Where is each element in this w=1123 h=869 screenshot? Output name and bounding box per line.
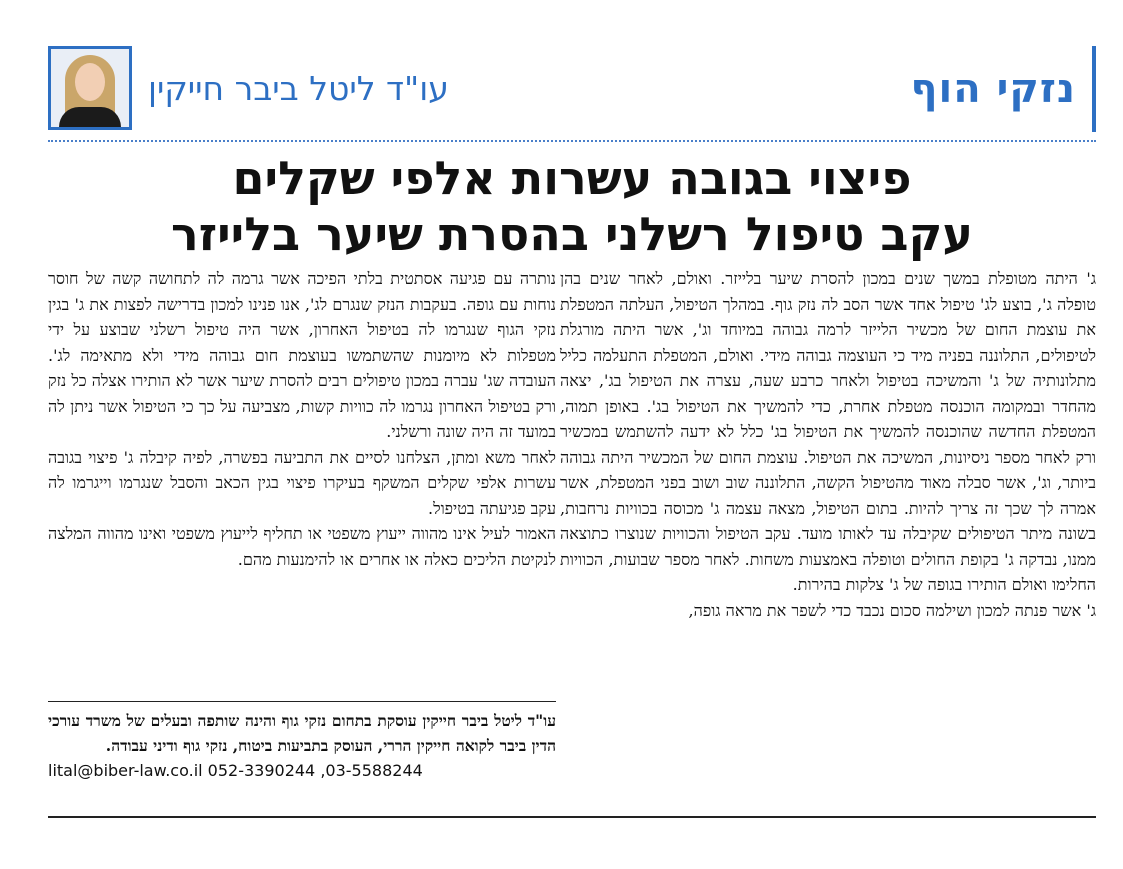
article-paragraph: לאחר משא ומתן, הצלחנו לסיים את התביעה בפשרה, לפיה קיבלה ג' פיצוי בגובה עשרות אלפי שקלים המשקף בעיקרו פיצוי בגין הכאב והסבל שנגרמו וייגרמו לה עקב פגיעתה בטיפול. [48,447,557,518]
article-paragraph: ג' אשר פנתה למכון ושילמה סכום נכבד כדי לשפר את מראה גופה, [688,600,1096,620]
headline [48,150,1096,262]
headline-line-1: פיצוי בגובה עשרות אלפי שקלים [232,151,912,205]
author-bio [48,708,556,783]
header-divider [48,140,1096,142]
section-title: נזקי הוף [910,66,1076,112]
author-photo [48,46,132,130]
author-name: עו"ד ליטל ביבר חייקין [148,68,449,108]
bottom-divider [48,816,1096,818]
bio-divider [48,701,556,702]
article-paragraph: האמור לעיל אינו מהווה ייעוץ משפטי או תחליף לייעוץ משפטי ואינו מהווה המלצה לנקיטת הליכים כאלה או אחרים או להימנעות מהם. [48,524,556,569]
bio-contact: lital@biber-law.co.il 052-3390244 ,03-5588244 [48,761,423,780]
article-paragraph: נותרה עם פגיעה אסתטית בלתי הפיכה אשר גרמה לה לתחושה קשה של חוסר נוחות עם גופה. בעקבות הנזק שנגרם לג', אנו פנינו למכון בדרישה לפצות את ג' בגין נזקי הגוף שנגרמו לה בטיפול האחרון, אשר היה טיפול רשלני שבוצע על ידי מטפלות לא מיומנות שהשתמשו בעוצמת חום גבוהה מידי ולא מתאימה לג'. העובדה שג' עברה במכון טיפולים רבים להסרת שיער אשר לא הותירו אצלה כל נזק ורק בטיפול האחרון נגרמו לה כוויות קשות, מצביעה על כך כי הטיפול אשר ניתן לה במועד זה היה שונה ורשלני. [48,269,556,441]
article-paragraph: ג' היתה מטופלת במשך שנים במכון להסרת שיער בלייזר. ואולם, לאחר שנים בהן טופלה ג', בוצע לג' טיפול אחד אשר הסב לה נזק גוף. במהלך הטיפול, העלתה המטפלת את עוצמת החום של מכשיר הלייזר לרמה גבוהה במיוחד וג', אשר היתה מורגלת לטיפולים, התלוננה בפניה מיד כי העוצמה גבוהה מידי. ואולם, המטפלת התעלמה כליל מתלונותיה של ג' והמשיכה בטיפול ולאחר כרבע שעה, עצרה את הטיפול בג', יצאה מהחדר ובמקומה הוכנסה מטפלת אחרת, כדי להמשיך את הטיפול בג'. באופן תמוה, המטפלת החדשה שהוכנסה להמשיך את הטיפול בג' כלל לא ידעה להשתמש במכשיר ורק לאחר מספר ניסיונות, המשיכה את הטיפול. עוצמת החום של המכשיר היתה גבוהה ביותר, וג', אשר סבלה מאוד מהטיפול הקשה, התלוננה שוב ושוב בפני המטפלת, אשר אמרה לך שכך זה צריך להיות. בתום הטיפול, מצאה עצמה ג' מכוסה בכוויות נרחבות, בשונה מיתר הטיפולים שקיבלה עד לאותו מועד. עקב הטיפול והכוויות שנוצרו כתוצאה ממנו, נבדקה ג' בקופת החולים וטופלה באמצעות משחות. לאחר מספר שבועות, הכוויות החלימו ואולם הותירו בגופה של ג' צלקות בהירות. [560,269,1097,594]
page-header [48,46,1096,132]
article-column-right [560,266,1096,623]
bio-text: עו"ד ליטל ביבר חייקין עוסקת בתחום נזקי גוף והינה שותפה ובעלים של משרד עורכי הדין ביבר לקואה חייקין הררי, העוסק בתביעות ביטוח, נזקי גוף ודיני עבודה. [48,711,556,755]
article-column-left [48,266,556,572]
headline-line-2: עקב טיפול רשלני בהסרת שיער בלייזר [171,207,973,261]
section-label [911,46,1097,132]
author-box [48,46,449,130]
